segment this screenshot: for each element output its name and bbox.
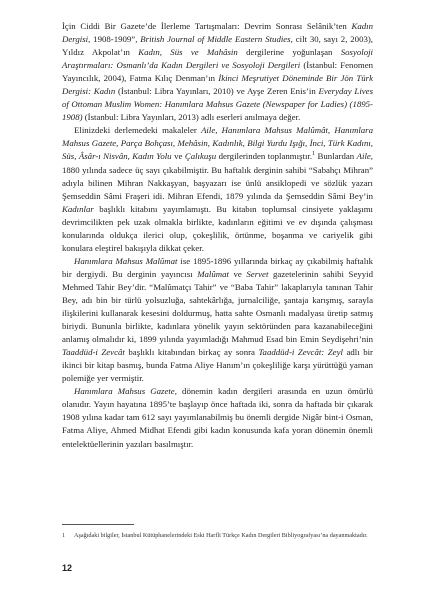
- paragraph: [62, 385, 373, 450]
- italic-title: Kadın Dergisi: [62, 21, 373, 45]
- footnote: [62, 532, 373, 541]
- italic-title: Aile, Hanımlara Mahsus Malûmât, Hanımlara Mahsus Gazete, Parça Bohçası, Mehâsin, Kadınlık, Bilgi Yurdu Işığı, İnci, Türk Kadını, Süs, Âsâr-ı Nisvân, Kadın Yolu: [62, 125, 373, 162]
- italic-title: Kadın, Süs ve Mahâsin: [138, 47, 238, 58]
- text-run: başlıklı kitabını yayımlamıştı. Bu kitabın toplumsal cinsiyete yaklaşımı devrimcilikten pek uzak olmakla birlikte, kadınların eğitimi ve ev dışında çalışması konularında oldukça ilerici olup, çokeşlilik, örtünme, boşanma ve cariyelik gibi konulara eleştirel bakışıyla dikkat çeker.: [62, 203, 373, 253]
- page-number: 12: [62, 563, 73, 573]
- text-run: Bunlardan: [315, 151, 357, 162]
- footnote-ref: 1: [312, 151, 316, 158]
- italic-title: British Journal of Middle Eastern Studies: [140, 34, 291, 45]
- text-run: adlı bir ikinci bir kitap basmış, bunda Fatma Aliye Hanım’ın çokeşliliğe karşı yürüttüğü yaman polemiğe yer vermiştir.: [62, 347, 373, 384]
- text-run: dergilerine yoğunlaşan: [237, 47, 341, 58]
- text-run: (İstanbul: Fenomen Yayıncılık, 2004), Fatma Kılıç Denman’ın: [62, 60, 373, 84]
- text-run: Elinizdeki derlemedeki makaleler: [74, 125, 202, 136]
- text-run: gazetelerinin sahibi Seyyid Mehmed Tahir Bey’dir. “Malûmatçı Tahir” ve “Baba Tahir” lakaplarıyla tanınan Tahir Bey, adı bin bir türlü yolsuzluğa, sahtekârlığa, jurnalciliğe, şantaja karışmış, sarayla ilişkilerini kullanarak kesesini doldurmuş, hatta sahte Osmanlı madalyası üretip satmış biriydi. Bununla birlikte, kadınlara yönelik yayın sektöründen para kazanabileceğini anlamış olmalıdır ki, 1899 yılında yayımladığı Mahmud Esad bin Emin Seydişehri’nin: [62, 268, 373, 345]
- text-run: dergilerinden toplanmıştır.: [216, 151, 313, 162]
- text-run: başlıklı kitabından birkaç ay sonra: [124, 347, 259, 358]
- text-run: ve: [228, 268, 247, 279]
- italic-title: Sosyoloji Araştırmaları: Osmanlı’da Kadın Dergileri ve Sosyoloji Dergileri: [62, 47, 374, 71]
- text-run: (İstanbul: Libra Yayınları, 2013) adlı eserleri anılmaya değer.: [82, 112, 301, 123]
- italic-title: Servet: [246, 268, 269, 279]
- footnote-number: 1: [62, 532, 66, 539]
- body-text: [62, 20, 373, 451]
- italic-title: Taaddüd-i Zevcât: Zeyl: [258, 347, 343, 358]
- text-run: , 1908-1909”,: [88, 34, 141, 45]
- text-run: ise 1895-1896 yıllarında birkaç ay çıkabilmiş haftalık bir dergiydi. Bu derginin yayıncısı: [62, 255, 373, 279]
- text-run: , 1880 yılında sadece üç sayı çıkabilmiştir. Bu haftalık derginin sahibi “Sabahçı Mihran” adıyla bilinen Mihran Nakkaşyan, başyazarı ise ünlü ansiklopedi ve sözlük yazarı Şemseddin Sâmi Fraşeri idi. Mihran Efendi, 1879 yılında da Şemseddin Sâmi Bey’in: [62, 151, 373, 201]
- italic-title: Hanımlara Mahsus Gazete: [74, 386, 175, 397]
- paragraph: [62, 20, 373, 124]
- text-run: , cilt 30, sayı 2, 2003), Yıldız Akpolat’ın: [62, 34, 374, 58]
- italic-title: Everyday Lives of Ottoman Muslim Women: Hanımlara Mahsus Gazete (Newspaper for Ladies) (1895-1908): [62, 86, 373, 123]
- italic-title: Aile: [356, 151, 371, 162]
- italic-title: Kadınlar: [62, 203, 94, 214]
- footnote-text: Aşağıdaki bilgiler, İstanbul Kütüphanelerindeki Eski Harfli Türkçe Kadın Dergileri Bibliyografyası’na dayanmaktadır.: [74, 532, 368, 539]
- footnote-divider: [62, 524, 134, 525]
- italic-title: Hanımlara Mahsus Malûmat: [74, 255, 178, 266]
- italic-title: Malûmat: [197, 268, 229, 279]
- italic-title: Çalıkuşu: [184, 151, 217, 162]
- text-run: (İstanbul: Libra Yayınları, 2010) ve Ayşe Zeren Enis’in: [115, 86, 319, 97]
- text-run: , dönemin kadın dergileri arasında en uzun ömürlü olanıdır. Yayın hayatına 1895’te başlayıp önce haftada iki, sonra da haftada bir çıkarak 1908 yılına kadar tam 612 sayı yayımlanabilmiş bu önemli dergide Nigâr bint-i Osman, Fatma Aliye, Ahmed Midhat Efendi gibi kadın konusunda kafa yoran dönemin önemli entelektüellerinin yazıları basılmıştır.: [62, 386, 373, 449]
- text-run: İçin Ciddi Bir Gazete’de İlerleme Tartışmaları: Devrim Sonrası Selânik’ten: [62, 21, 352, 31]
- text-run: ve: [171, 151, 185, 162]
- paragraph: [62, 255, 373, 385]
- paragraph: [62, 124, 373, 254]
- italic-title: İkinci Meşrutiyet Döneminde Bir Jön Türk Dergisi: Kadın: [62, 73, 373, 97]
- italic-title: Taaddüd-i Zevcât: [62, 347, 125, 358]
